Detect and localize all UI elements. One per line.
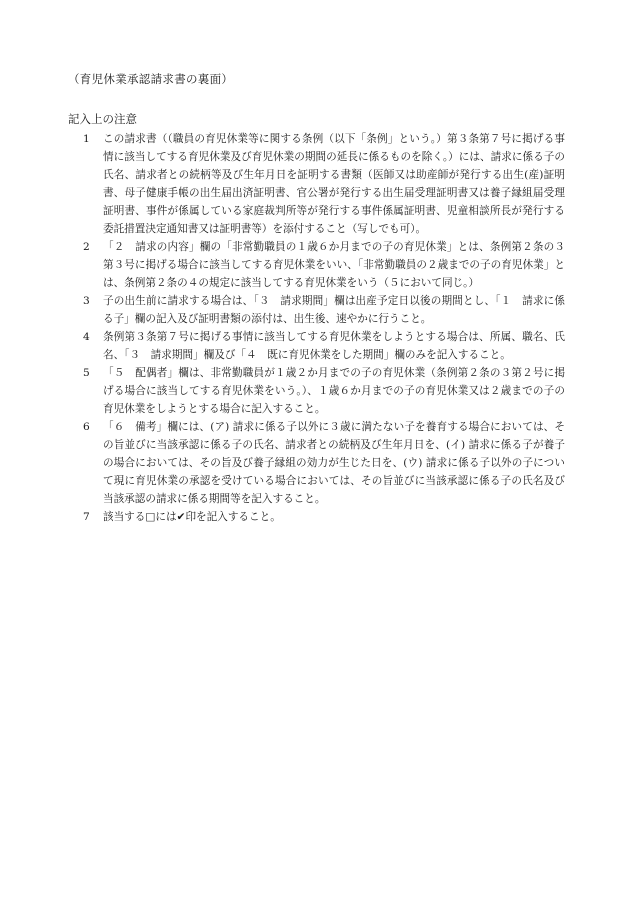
notes-heading: 記入上の注意 xyxy=(68,112,137,126)
note-item-1 xyxy=(83,130,565,238)
note-number: 5 xyxy=(83,367,90,379)
note-text: この請求書（（職員の育児休業等に関する条例（以下「条例」という。）第３条第７号に掲げる事情に該当してする育児休業及び育児休業の期間の延長に係るものを除く。）には、請求に係る子の氏名、請求者との続柄等及び生年月日を証明する書類（医師又は助産師が発行する出生(産)証明書、母子健康手帳の出生届出済証明書、官公署が発行する出生届受理証明書又は養子縁組届受理証明書、事件が係属している家庭裁判所等が発行する事件係属証明書、児童相談所長が発行する委託措置決定通知書又は証明書等）を添付すること（写しでも可）。 xyxy=(103,133,565,235)
note-item-7 xyxy=(83,508,565,526)
note-number: 7 xyxy=(83,511,90,523)
note-text: 子の出生前に請求する場合は、「３ 請求期間」欄は出産予定日以後の期間とし、「１ 請求に係る子」欄の記入及び証明書類の添付は、出生後、速やかに行うこと。 xyxy=(103,295,565,325)
note-item-3 xyxy=(83,292,565,328)
document-subtitle: （育児休業承認請求書の裏面） xyxy=(68,72,234,86)
note-number: 4 xyxy=(83,331,90,343)
note-item-2 xyxy=(83,238,565,292)
note-text: 「５ 配偶者」欄は、非常勤職員が１歳２か月までの子の育児休業（条例第２条の３第２号に掲げる場合に該当してする育児休業をいう。）、１歳６か月までの子の育児休業又は２歳までの子の育児休業をしようとする場合に記入すること。 xyxy=(103,367,565,415)
notes-list xyxy=(83,130,565,526)
note-number: 3 xyxy=(83,295,90,307)
note-number: 6 xyxy=(83,421,90,433)
note-text: 「２ 請求の内容」欄の「非常勤職員の１歳６か月までの子の育児休業」とは、条例第２条の３第３号に掲げる場合に該当してする育児休業をいい、「非常勤職員の２歳までの子の育児休業」とは、条例第２条の４の規定に該当してする育児休業をいう（５において同じ。） xyxy=(103,241,565,289)
note-number: 1 xyxy=(83,133,90,145)
note-item-5 xyxy=(83,364,565,418)
note-item-6 xyxy=(83,418,565,508)
note-text: 条例第３条第７号に掲げる事情に該当してする育児休業をしようとする場合は、所属、職名、氏名、「３ 請求期間」欄及び「４ 既に育児休業をした期間」欄のみを記入すること。 xyxy=(103,331,565,361)
note-text: 該当する□には✔印を記入すること。 xyxy=(103,511,281,523)
note-item-4 xyxy=(83,328,565,364)
note-text: 「６ 備考」欄には、(ア) 請求に係る子以外に３歳に満たない子を養育する場合においては、その旨並びに当該承認に係る子の氏名、請求者との続柄及び生年月日を、(イ) 請求に係る子が養子の場合においては、その旨及び養子縁組の効力が生じた日を、(ウ) 請求に係る子以外の子について現に育児休業の承認を受けている場合においては、その旨並びに当該承認に係る子の氏名及び当該承認の請求に係る期間等を記入すること。 xyxy=(103,421,565,505)
note-number: 2 xyxy=(83,241,90,253)
